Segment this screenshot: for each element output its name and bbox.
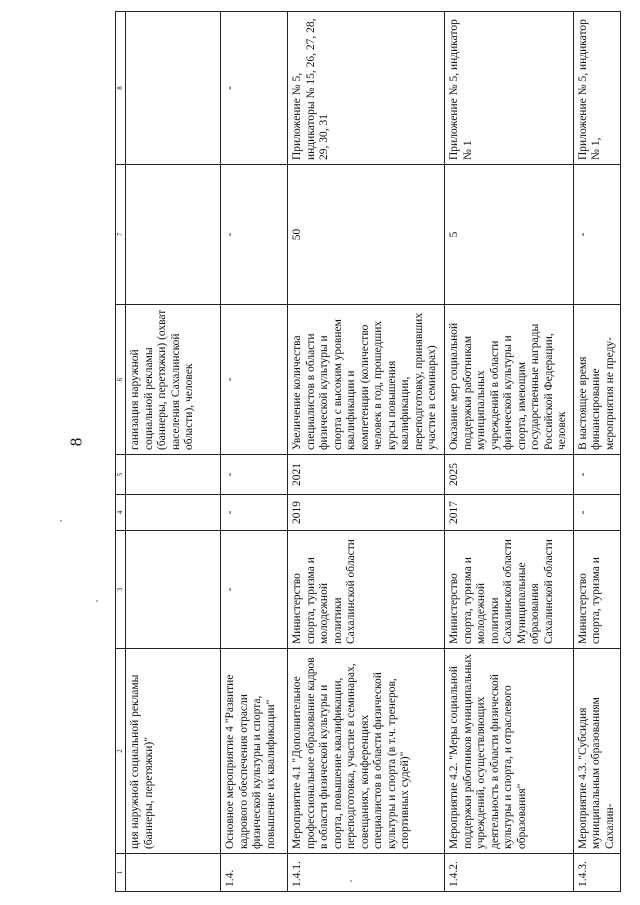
table-row: [221, 12, 288, 892]
executor: -: [221, 531, 288, 649]
start-year: [126, 495, 221, 531]
row-index: 1.4.: [221, 854, 288, 892]
executor: Министерство спорта, туризма и: [573, 531, 621, 649]
target-value: -: [221, 165, 288, 305]
indicator-link: Приложение № 5, индикаторы № 15, 26, 27, 28, 29, 30, 31: [288, 12, 445, 165]
target-value: 50: [288, 165, 445, 305]
col-number-4: 4: [116, 495, 126, 531]
measure-name: Мероприятие 4.3. "Субсидия муниципальным образованиям Сахалин-: [573, 649, 621, 854]
col-number-2: 2: [116, 649, 126, 854]
measure-name: Основное мероприятие 4 "Развитие кадрового обеспечения отрасли физической культуры и спорта, повышение их квалификации": [221, 649, 288, 854]
program-measures-table-rotated: [115, 12, 616, 892]
end-year: 2025: [445, 455, 574, 495]
indicator-link: [126, 12, 221, 165]
start-year: -: [573, 495, 621, 531]
expected-result: Оказание мер социальной поддержки работникам муниципальных учреждений в области физической культуры и спорта, имеющим государственные награды Российской Федерации, человек: [445, 305, 574, 455]
end-year: -: [573, 455, 621, 495]
page-number: 8: [66, 437, 86, 447]
expected-result: Увеличение количества специалистов в области физической культуры и спорта с высоким уровнем квалификации и компетенции (количество человек в год, прошедших курсы повышения квалификации, переподготовку, принявших участие в семинарах): [288, 305, 445, 455]
executor: Министерство спорта, туризма и молодежной политики Сахалинской области: [288, 531, 445, 649]
row-index: 1.4.1.: [288, 854, 445, 892]
col-number-3: 3: [116, 531, 126, 649]
expected-result: В настоящее время финансирование мероприятия не преду-: [573, 305, 621, 455]
row-index: 1.4.2.: [445, 854, 574, 892]
col-number-1: 1: [116, 854, 126, 892]
target-value: [126, 165, 221, 305]
scan-speck: [96, 600, 98, 602]
col-number-7: 7: [116, 165, 126, 305]
col-number-6: 6: [116, 305, 126, 455]
executor: [126, 531, 221, 649]
row-index: [126, 854, 221, 892]
column-number-row: [116, 12, 126, 892]
table-row: [126, 12, 221, 892]
measure-name: Мероприятие 4.1 "Дополнительное профессиональное образование кадров в области физической культуры и спорта, повышение квалификации, переподготовка, участие в семинарах, совещаниях, конференциях специалистов в области физической культуры и спорта (в т.ч. тренеров, спортивных судей)": [288, 649, 445, 854]
table-row: [445, 12, 574, 892]
indicator-link: Приложение № 5, индикатор № 1: [445, 12, 574, 165]
table-row: [573, 12, 621, 892]
measures-table: [115, 11, 621, 892]
expected-result: ганизация наружной социальной рекламы (баннеры, перетяжки) (охват населения Сахалинской области), человек: [126, 305, 221, 455]
end-year: 2021: [288, 455, 445, 495]
scan-speck: [350, 880, 352, 882]
target-value: -: [573, 165, 621, 305]
scan-speck: [60, 520, 62, 522]
measure-name: ция наружной социальной рекламы (баннеры, перетяжки)": [126, 649, 221, 854]
start-year: 2019: [288, 495, 445, 531]
measure-name: Мероприятие 4.2. "Меры социальной поддержки работников муниципальных учреждений, осуществляющих деятельность в области физической культуры и спорта, и отраслевого образования": [445, 649, 574, 854]
col-number-8: 8: [116, 12, 126, 165]
start-year: -: [221, 495, 288, 531]
end-year: [126, 455, 221, 495]
target-value: 5: [445, 165, 574, 305]
start-year: 2017: [445, 495, 574, 531]
col-number-5: 5: [116, 455, 126, 495]
expected-result: -: [221, 305, 288, 455]
table-row: [288, 12, 445, 892]
indicator-link: Приложение № 5, индикатор № 1,: [573, 12, 621, 165]
row-index: 1.4.3.: [573, 854, 621, 892]
executor: Министерство спорта, туризма и молодежной политики Сахалинской области Муниципальные образования Сахалинской области: [445, 531, 574, 649]
end-year: -: [221, 455, 288, 495]
indicator-link: -: [221, 12, 288, 165]
